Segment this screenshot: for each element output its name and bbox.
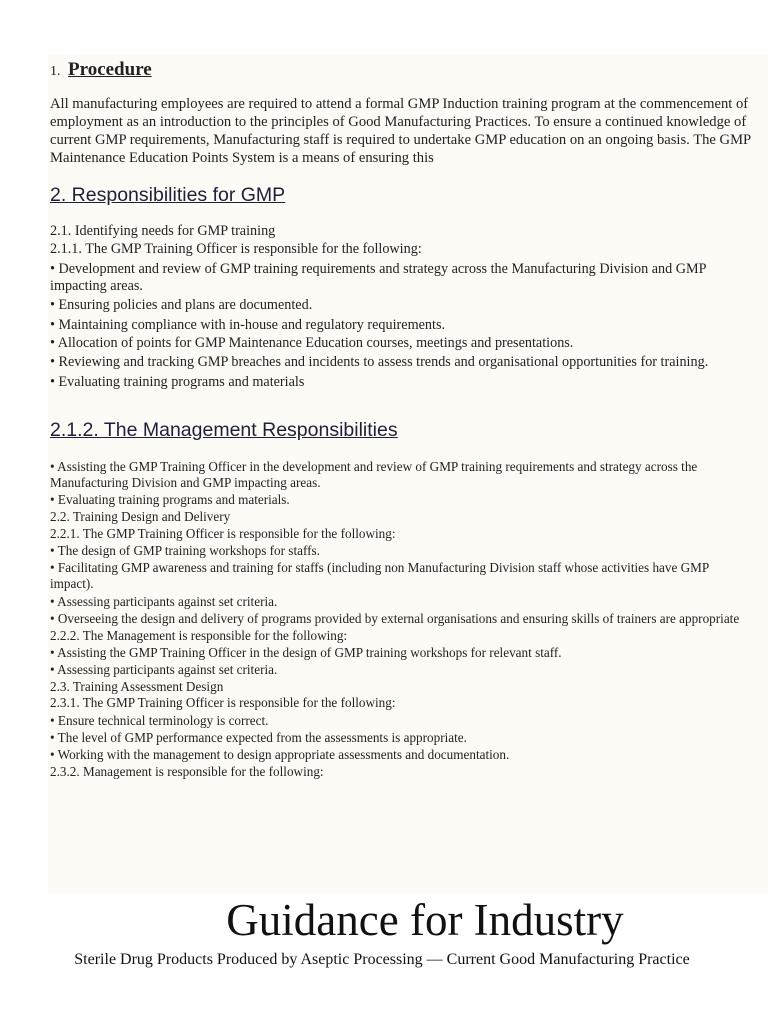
management-line: 2.3. Training Assessment Design bbox=[50, 679, 224, 694]
management-line: • Evaluating training programs and materials. bbox=[50, 492, 290, 507]
management-line: • Assessing participants against set criteria. bbox=[50, 594, 278, 609]
footer-title: Guidance for Industry bbox=[226, 895, 624, 945]
responsibilities-line: • Evaluating training programs and materials bbox=[50, 374, 305, 390]
management-line: 2.2.2. The Management is responsible for the following: bbox=[50, 628, 348, 643]
responsibilities-line: 2.1.1. The GMP Training Officer is responsible for the following: bbox=[50, 241, 422, 257]
management-line: • Assessing participants against set criteria. bbox=[50, 662, 278, 677]
management-line: 2.2. Training Design and Delivery bbox=[50, 509, 231, 524]
responsibilities-line: 2.1. Identifying needs for GMP training bbox=[50, 223, 276, 239]
responsibilities-line: • Allocation of points for GMP Maintenance Education courses, meetings and presentations. bbox=[50, 335, 574, 351]
management-line: impact). bbox=[50, 576, 94, 591]
responsibilities-line: impacting areas. bbox=[50, 278, 143, 294]
responsibilities-line: • Ensuring policies and plans are documented. bbox=[50, 297, 313, 313]
management-line: • Overseeing the design and delivery of programs provided by external organisations and ensuring skills of trainers are appropriate bbox=[50, 611, 740, 626]
management-line: 2.3.1. The GMP Training Officer is responsible for the following: bbox=[50, 695, 396, 710]
management-line: Manufacturing Division and GMP impacting areas. bbox=[50, 475, 321, 490]
procedure-number: 1. bbox=[50, 64, 61, 79]
procedure-line: employment as an introduction to the principles of Good Manufacturing Practices. To ensure a continued knowledge of bbox=[50, 114, 747, 130]
management-line: • Facilitating GMP awareness and training for staffs (including non Manufacturing Division staff whose activities have GMP bbox=[50, 560, 710, 575]
footer-subtitle: Sterile Drug Products Produced by Aseptic Processing — Current Good Manufacturing Practice bbox=[74, 951, 690, 968]
management-line: 2.3.2. Management is responsible for the following: bbox=[50, 764, 324, 779]
procedure-heading: Procedure bbox=[68, 59, 152, 80]
management-line: • Assisting the GMP Training Officer in the development and review of GMP training requirements and strategy across the bbox=[50, 459, 698, 474]
management-line: • The design of GMP training workshops for staffs. bbox=[50, 543, 320, 558]
procedure-line: All manufacturing employees are required to attend a formal GMP Induction training program at the commencement of bbox=[50, 96, 749, 112]
management-line: • Ensure technical terminology is correct. bbox=[50, 713, 269, 728]
responsibilities-line: • Maintaining compliance with in-house and regulatory requirements. bbox=[50, 317, 446, 333]
management-line: 2.2.1. The GMP Training Officer is responsible for the following: bbox=[50, 526, 396, 541]
management-line: • Working with the management to design appropriate assessments and documentation. bbox=[50, 747, 510, 762]
management-line: • The level of GMP performance expected from the assessments is appropriate. bbox=[50, 730, 467, 745]
responsibilities-heading: 2. Responsibilities for GMP bbox=[50, 184, 286, 206]
management-heading: 2.1.2. The Management Responsibilities bbox=[50, 419, 398, 441]
responsibilities-line: • Reviewing and tracking GMP breaches and incidents to assess trends and organisational opportunities for training. bbox=[50, 354, 709, 370]
procedure-line: current GMP requirements, Manufacturing staff is required to undertake GMP education on an ongoing basis. The GMP bbox=[50, 132, 752, 148]
responsibilities-line: • Development and review of GMP training requirements and strategy across the Manufacturing Division and GMP bbox=[50, 261, 707, 277]
procedure-line: Maintenance Education Points System is a means of ensuring this bbox=[50, 150, 434, 166]
management-line: • Assisting the GMP Training Officer in the design of GMP training workshops for relevant staff. bbox=[50, 645, 562, 660]
